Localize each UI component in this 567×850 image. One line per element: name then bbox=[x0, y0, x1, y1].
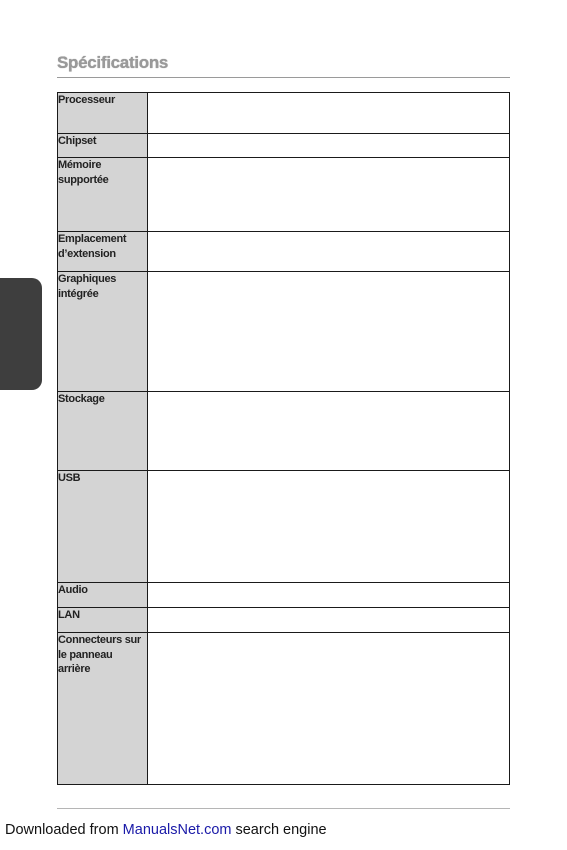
table-row bbox=[58, 93, 510, 134]
row-label-graphics: Graphiques intégrée bbox=[58, 272, 148, 392]
table-row bbox=[58, 583, 510, 608]
row-label-processor: Processeur bbox=[58, 93, 148, 134]
footer-prefix: Downloaded from bbox=[5, 822, 123, 838]
row-label-memory: Mémoire supportée bbox=[58, 158, 148, 232]
row-label-audio: Audio bbox=[58, 583, 148, 608]
footer-divider bbox=[57, 808, 510, 809]
table-row bbox=[58, 158, 510, 232]
table-row bbox=[58, 134, 510, 158]
side-chapter-tab bbox=[0, 278, 42, 390]
row-label-usb: USB bbox=[58, 471, 148, 583]
table-row bbox=[58, 392, 510, 471]
row-value-memory bbox=[148, 158, 510, 232]
row-value-usb bbox=[148, 471, 510, 583]
row-value-storage bbox=[148, 392, 510, 471]
row-value-graphics bbox=[148, 272, 510, 392]
row-value-chipset bbox=[148, 134, 510, 158]
table-row bbox=[58, 232, 510, 272]
table-row bbox=[58, 272, 510, 392]
row-label-chipset: Chipset bbox=[58, 134, 148, 158]
manualsnet-link[interactable]: ManualsNet.com bbox=[122, 822, 232, 838]
row-value-rear-panel-connectors bbox=[148, 633, 510, 785]
row-label-rear-panel-connectors: Connecteurs sur le panneau arrière bbox=[58, 633, 148, 785]
row-label-expansion-slot: Emplacement d’extension bbox=[58, 232, 148, 272]
row-label-storage: Stockage bbox=[58, 392, 148, 471]
row-value-processor bbox=[148, 93, 510, 134]
row-value-lan bbox=[148, 608, 510, 633]
row-label-lan: LAN bbox=[58, 608, 148, 633]
table-row bbox=[58, 608, 510, 633]
footer-suffix: search engine bbox=[231, 822, 327, 838]
table-row bbox=[58, 471, 510, 583]
title-divider bbox=[57, 77, 510, 78]
specifications-table bbox=[57, 92, 510, 785]
row-value-audio bbox=[148, 583, 510, 608]
download-footer bbox=[5, 822, 327, 838]
page-title: Spécifications bbox=[57, 53, 169, 72]
table-row bbox=[58, 633, 510, 785]
row-value-expansion-slot bbox=[148, 232, 510, 272]
